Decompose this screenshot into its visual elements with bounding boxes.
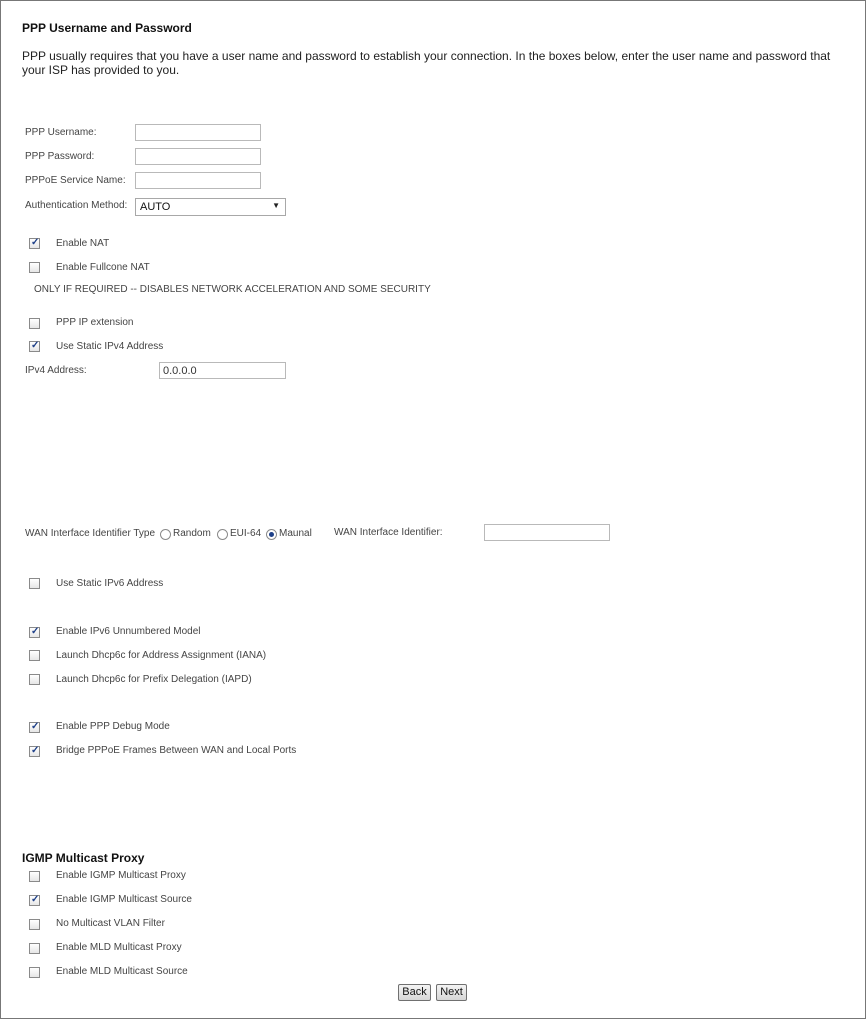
wan-id-random-radio[interactable] — [160, 529, 171, 540]
wan-identifier-label: WAN Interface Identifier: — [334, 527, 443, 538]
ppp-debug-checkbox[interactable] — [29, 722, 40, 733]
enable-nat-checkbox[interactable] — [29, 238, 40, 249]
ipv6-unnumbered-checkbox[interactable] — [29, 627, 40, 638]
dhcp6c-iana-label: Launch Dhcp6c for Address Assignment (IANA) — [56, 650, 267, 661]
use-static-ipv4-checkbox[interactable] — [29, 341, 40, 352]
ppp-debug-label: Enable PPP Debug Mode — [56, 721, 170, 732]
mld-proxy-checkbox[interactable] — [29, 943, 40, 954]
bridge-pppoe-checkbox[interactable] — [29, 746, 40, 757]
checkmark-icon: ✓ — [31, 894, 40, 905]
igmp-proxy-checkbox[interactable] — [29, 871, 40, 882]
igmp-section-title: IGMP Multicast Proxy — [22, 851, 145, 865]
ipv4-address-label: IPv4 Address: — [25, 365, 87, 376]
bridge-pppoe-label: Bridge PPPoE Frames Between WAN and Local Ports — [56, 745, 297, 756]
auth-method-value: AUTO — [140, 201, 171, 213]
dhcp6c-iapd-checkbox[interactable] — [29, 674, 40, 685]
ppp-username-label: PPP Username: — [25, 127, 97, 138]
pppoe-service-name-label: PPPoE Service Name: — [25, 175, 126, 186]
wan-identifier-input[interactable] — [484, 524, 610, 541]
checkmark-icon: ✓ — [31, 745, 40, 756]
enable-fullcone-nat-label: Enable Fullcone NAT — [56, 262, 150, 273]
page-title: PPP Username and Password — [22, 21, 192, 35]
fullcone-warning-text: ONLY IF REQUIRED -- DISABLES NETWORK ACCELERATION AND SOME SECURITY — [34, 284, 431, 295]
pppoe-service-name-input[interactable] — [135, 172, 261, 189]
wan-id-eui64-label: EUI-64 — [230, 528, 262, 539]
wan-id-manual-radio[interactable] — [266, 529, 277, 540]
back-button[interactable]: Back — [398, 984, 431, 1001]
mld-source-checkbox[interactable] — [29, 967, 40, 978]
auth-method-label: Authentication Method: — [25, 200, 128, 211]
ppp-username-input[interactable] — [135, 124, 261, 141]
igmp-source-checkbox[interactable] — [29, 895, 40, 906]
chevron-down-icon: ▼ — [272, 201, 280, 210]
ipv4-address-input[interactable] — [159, 362, 286, 379]
igmp-proxy-label: Enable IGMP Multicast Proxy — [56, 870, 186, 881]
ppp-ip-extension-checkbox[interactable] — [29, 318, 40, 329]
wan-id-eui64-radio[interactable] — [217, 529, 228, 540]
auth-method-select[interactable] — [135, 198, 286, 216]
checkmark-icon: ✓ — [31, 721, 40, 732]
use-static-ipv4-label: Use Static IPv4 Address — [56, 341, 164, 352]
dhcp6c-iana-checkbox[interactable] — [29, 650, 40, 661]
no-vlan-filter-label: No Multicast VLAN Filter — [56, 918, 165, 929]
intro-text: PPP usually requires that you have a user name and password to establish your connection. In the boxes below, enter the user name and password that your ISP has provided to you. — [22, 49, 831, 77]
checkmark-icon: ✓ — [31, 626, 40, 637]
ppp-password-label: PPP Password: — [25, 151, 95, 162]
checkmark-icon: ✓ — [31, 237, 40, 248]
use-static-ipv6-checkbox[interactable] — [29, 578, 40, 589]
wan-id-manual-label: Maunal — [279, 528, 312, 539]
dhcp6c-iapd-label: Launch Dhcp6c for Prefix Delegation (IAPD) — [56, 674, 252, 685]
wan-id-random-label: Random — [173, 528, 211, 539]
mld-source-label: Enable MLD Multicast Source — [56, 966, 188, 977]
ppp-password-input[interactable] — [135, 148, 261, 165]
checkmark-icon: ✓ — [31, 340, 40, 351]
use-static-ipv6-label: Use Static IPv6 Address — [56, 578, 164, 589]
enable-nat-label: Enable NAT — [56, 238, 110, 249]
igmp-source-label: Enable IGMP Multicast Source — [56, 894, 192, 905]
next-button[interactable]: Next — [436, 984, 467, 1001]
mld-proxy-label: Enable MLD Multicast Proxy — [56, 942, 182, 953]
enable-fullcone-nat-checkbox[interactable] — [29, 262, 40, 273]
wan-id-type-label: WAN Interface Identifier Type — [25, 528, 156, 539]
ipv6-unnumbered-label: Enable IPv6 Unnumbered Model — [56, 626, 201, 637]
radio-dot-icon — [269, 532, 274, 537]
no-vlan-filter-checkbox[interactable] — [29, 919, 40, 930]
ppp-ip-extension-label: PPP IP extension — [56, 317, 134, 328]
